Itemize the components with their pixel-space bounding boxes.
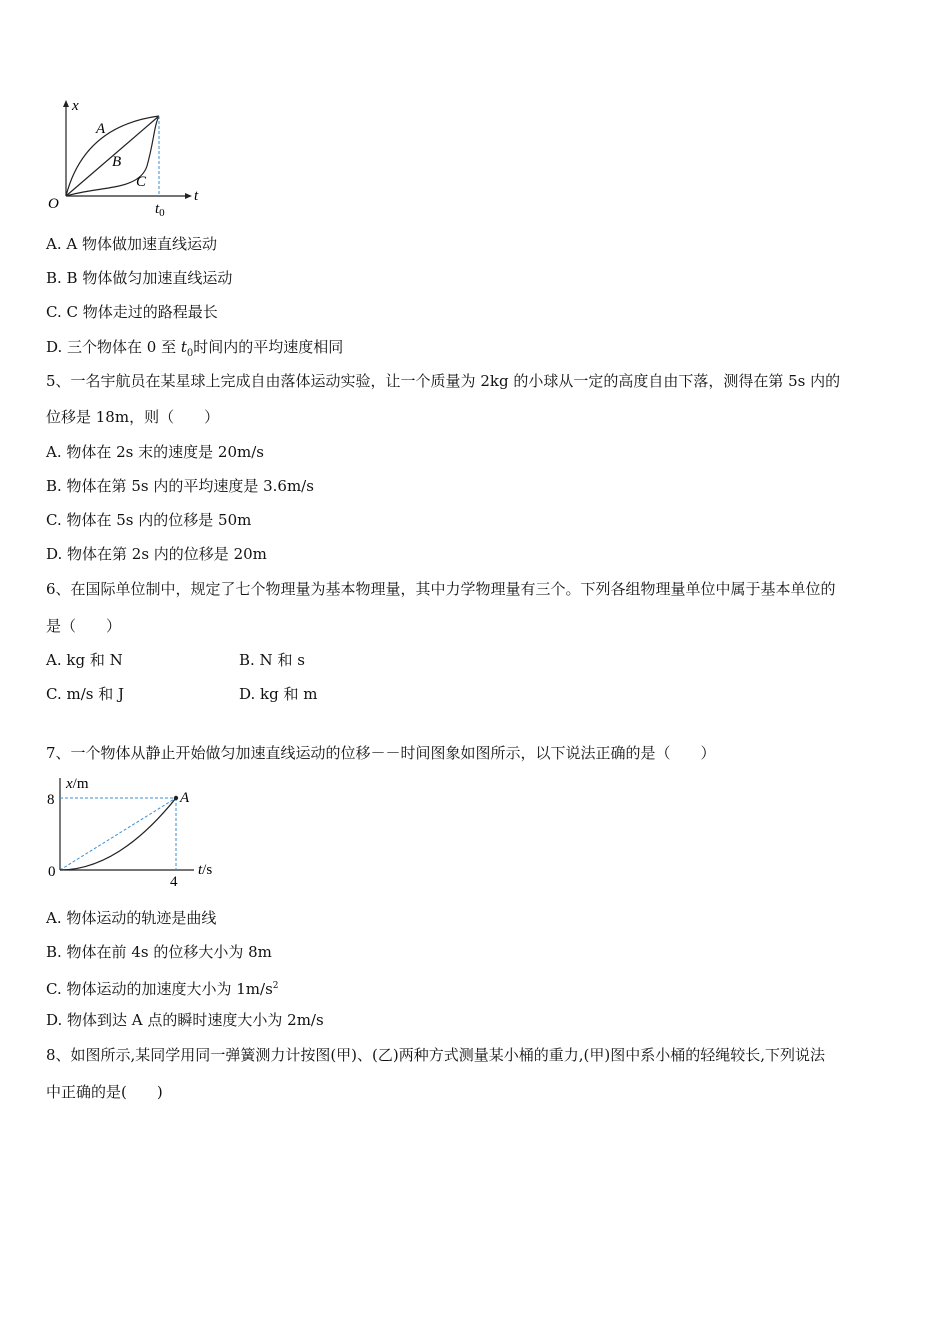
q7-option-c <box>46 976 279 999</box>
axis-x-label: x <box>72 98 79 114</box>
q5-stem-line-1: 5、一名宇航员在某星球上完成自由落体运动实验，让一个质量为 2kg 的小球从一定的高度自由下落，测得在第 5s 内的 <box>46 372 841 390</box>
q5-stem-line-2: 位移是 18m，则（ ） <box>46 408 220 426</box>
q7-point-a-label: A <box>180 790 190 806</box>
y-axis-arrow-icon <box>63 100 69 107</box>
q6-stem-line-2: 是（ ） <box>46 617 122 635</box>
q4-option-d-sub: 0 <box>186 348 194 359</box>
q5-option-d: D. 物体在第 2s 内的位移是 20m <box>46 545 267 563</box>
q4-option-d <box>46 337 343 364</box>
q4-option-d-t: t <box>180 338 187 356</box>
q7-x-t-graph-figure <box>44 772 224 892</box>
q7-x-tick-4: 4 <box>170 874 178 890</box>
q7-point-a <box>174 796 178 800</box>
q6-option-c: C. m/s 和 J <box>46 685 125 703</box>
q5-option-a: A. 物体在 2s 末的速度是 20m/s <box>46 443 264 461</box>
q4-option-d-pre: D. 三个物体在 0 至 <box>46 338 181 356</box>
q7-origin: 0 <box>48 864 56 880</box>
q7-y-label: x/m <box>66 776 89 792</box>
q7-option-c-sup: 2 <box>272 981 279 991</box>
q4-option-b: B. B 物体做匀加速直线运动 <box>46 269 233 287</box>
q8-stem-line-1: 8、如图所示,某同学用同一弹簧测力计按图(甲)、(乙)两种方式测量某小桶的重力,(甲)图中系小桶的轻绳较长,下列说法 <box>46 1046 825 1064</box>
axis-t-label: t <box>194 188 199 204</box>
q6-stem-line-1: 6、在国际单位制中，规定了七个物理量为基本物理量，其中力学物理量有三个。下列各组物理量单位中属于基本单位的 <box>46 580 836 598</box>
q7-y-tick-8: 8 <box>47 792 55 808</box>
x-axis-arrow-icon <box>185 193 192 199</box>
q5-option-b: B. 物体在第 5s 内的平均速度是 3.6m/s <box>46 477 314 495</box>
origin-label: O <box>48 196 59 212</box>
q8-stem-line-2: 中正确的是( ) <box>46 1083 163 1101</box>
q4-option-a: A. A 物体做加速直线运动 <box>46 235 217 253</box>
q4-option-d-post: 时间内的平均速度相同 <box>193 338 344 356</box>
x-t-graph-figure <box>44 96 204 221</box>
q6-option-b: B. N 和 s <box>239 651 305 669</box>
q5-option-c: C. 物体在 5s 内的位移是 50m <box>46 511 252 529</box>
q7-option-a: A. 物体运动的轨迹是曲线 <box>46 909 217 927</box>
q7-option-c-text: C. 物体运动的加速度大小为 1m/s <box>46 980 273 998</box>
curve-c-label: C <box>136 174 147 190</box>
t0-label: $t_0$ <box>155 201 165 219</box>
q6-option-d: D. kg 和 m <box>239 685 318 703</box>
q7-dashed-diagonal <box>60 798 176 870</box>
q6-option-a: A. kg 和 N <box>46 651 123 669</box>
curve-a-label: A <box>96 121 106 137</box>
q4-option-c: C. C 物体走过的路程最长 <box>46 303 218 321</box>
q7-x-label: t/s <box>198 862 213 878</box>
q7-option-b: B. 物体在前 4s 的位移大小为 8m <box>46 943 272 961</box>
q7-stem: 7、一个物体从静止开始做匀加速直线运动的位移－－时间图象如图所示，以下说法正确的是（ ） <box>46 744 716 762</box>
curve-b-label: B <box>112 154 122 170</box>
q7-option-d: D. 物体到达 A 点的瞬时速度大小为 2m/s <box>46 1011 324 1029</box>
